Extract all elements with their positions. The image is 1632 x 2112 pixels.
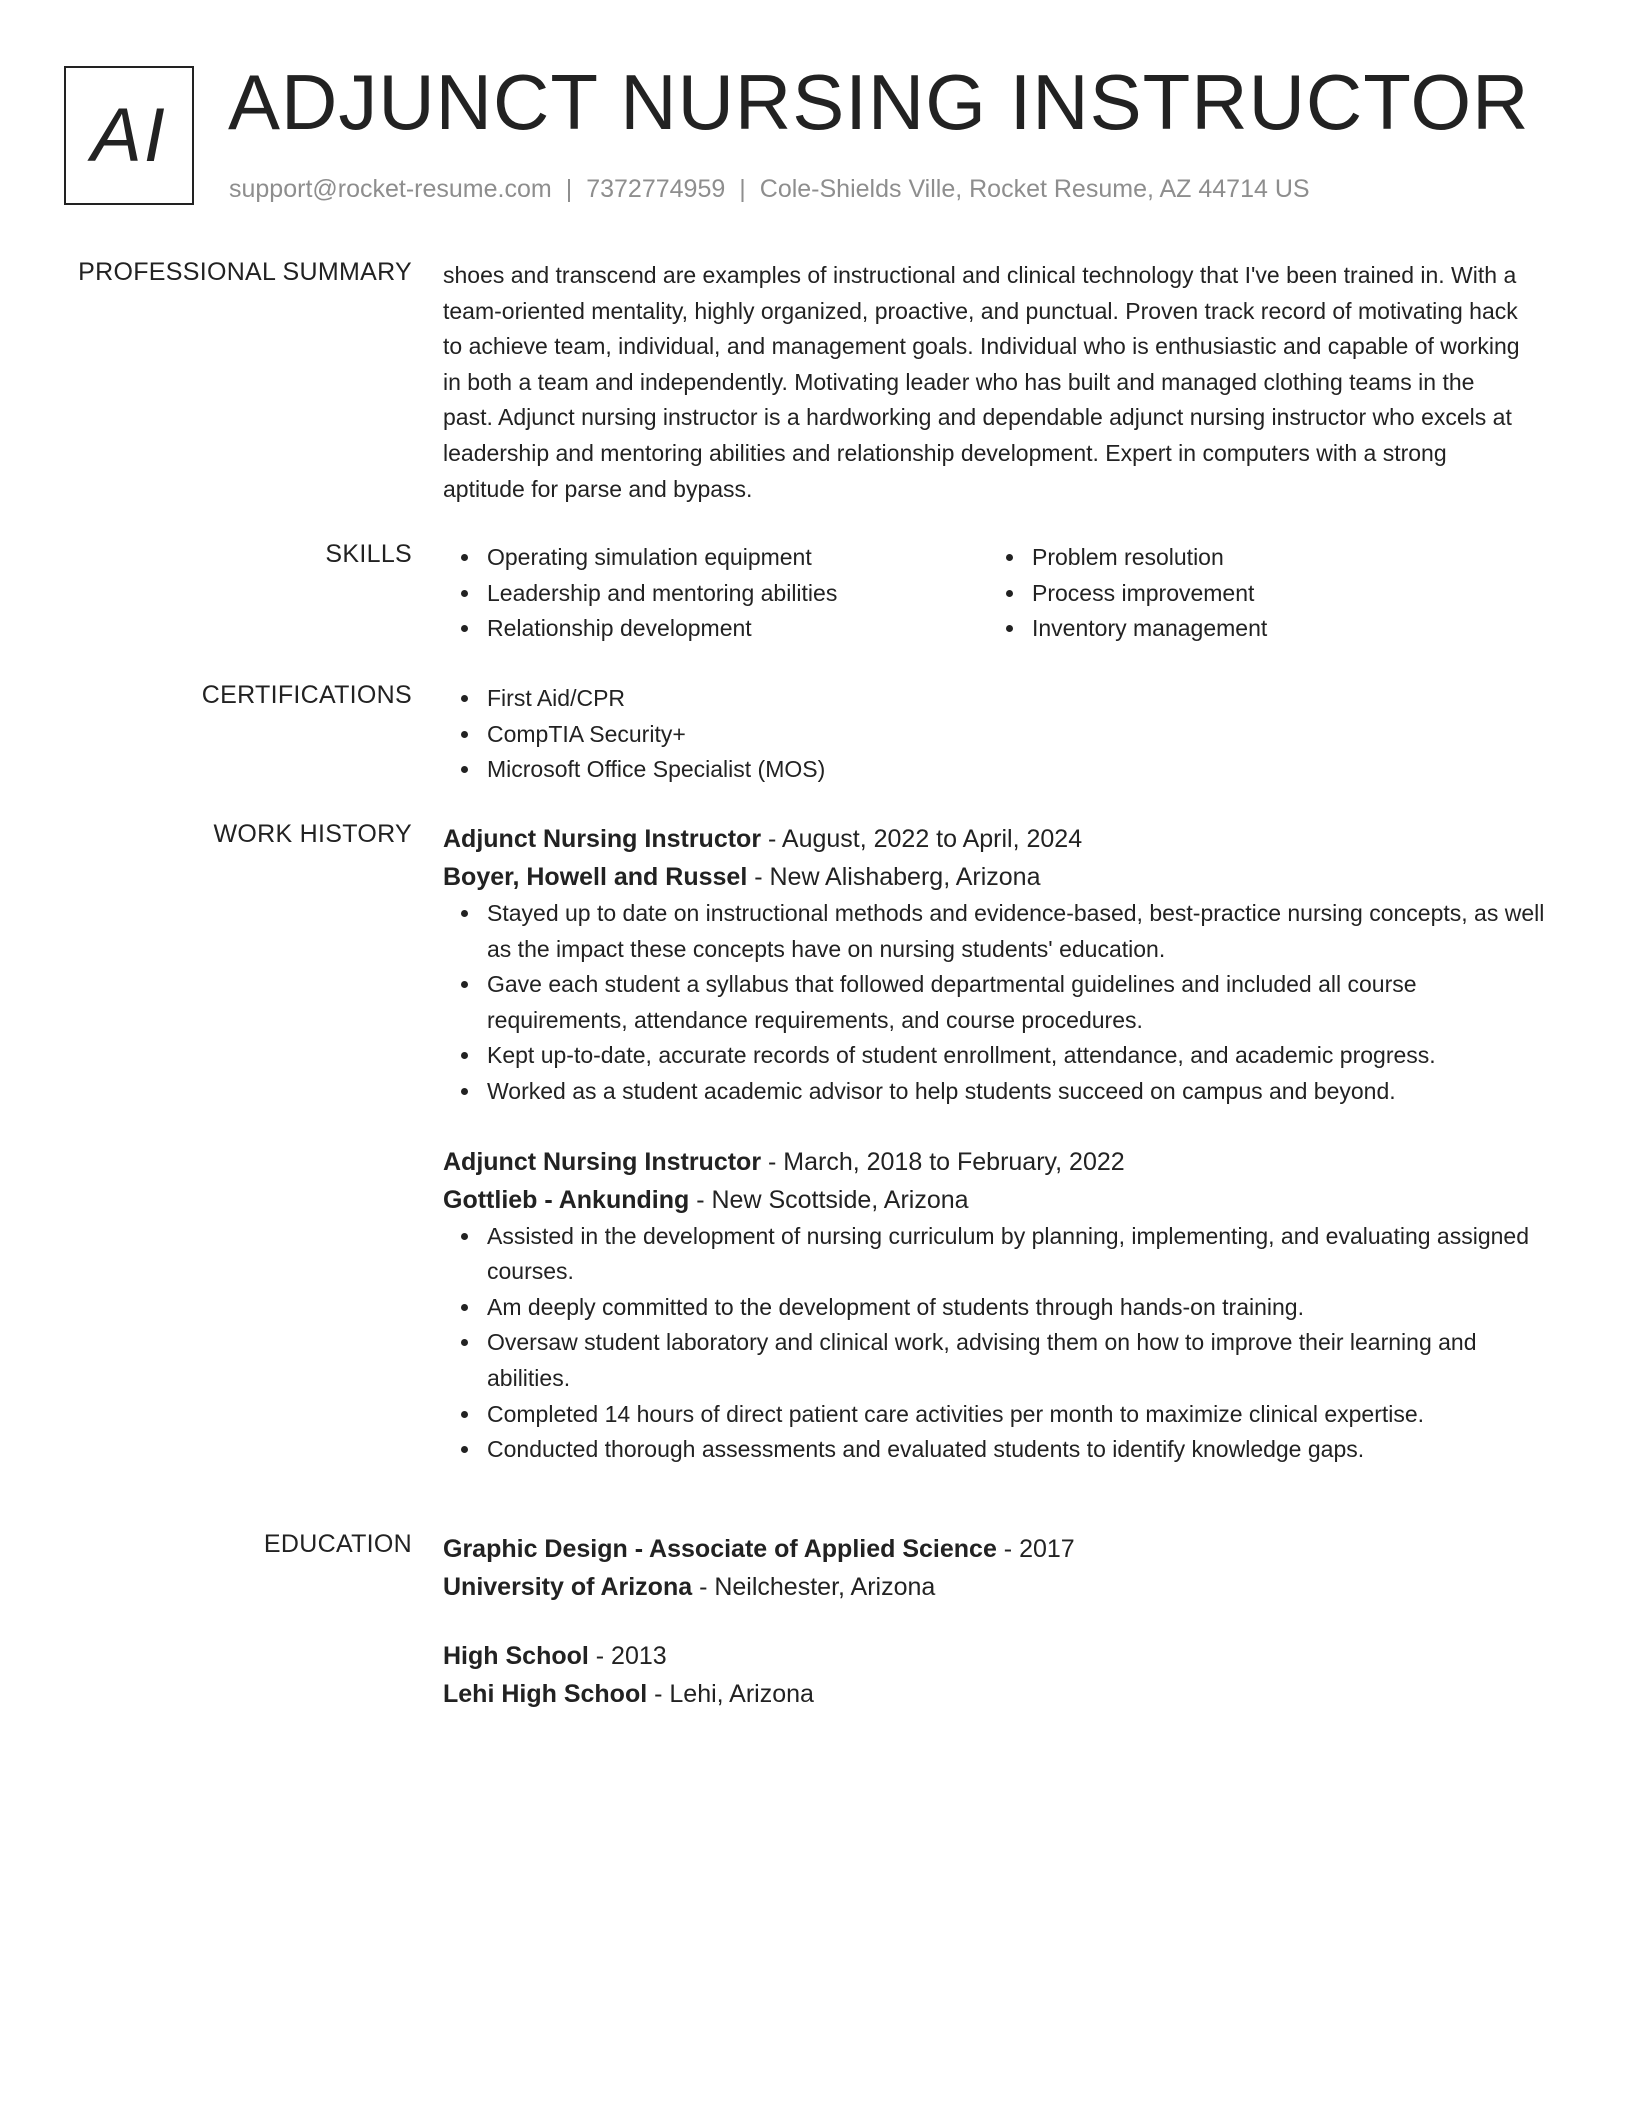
job-bullets xyxy=(443,1219,1553,1468)
job-location: - New Alishaberg, Arizona xyxy=(747,863,1041,891)
job-bullet: Completed 14 hours of direct patient care activities per month to maximize clinical expertise. xyxy=(487,1397,1553,1433)
job-company: Boyer, Howell and Russel xyxy=(443,863,748,891)
job-entry xyxy=(443,1143,1553,1468)
job-company: Gottlieb - Ankunding xyxy=(443,1185,690,1214)
job-bullet: Gave each student a syllabus that followed departmental guidelines and included all course requirements, attendance requirements, and course procedures. xyxy=(487,967,1553,1038)
skill-item: Problem resolution xyxy=(1032,540,1533,576)
summary-body xyxy=(443,258,1553,507)
skills-column-left xyxy=(443,540,988,647)
job-dates: - August, 2022 to April, 2024 xyxy=(761,825,1083,853)
degree-line xyxy=(443,1637,1553,1675)
job-bullet: Worked as a student academic advisor to help students succeed on campus and beyond. xyxy=(487,1074,1553,1110)
skill-item: Process improvement xyxy=(1032,576,1533,612)
skill-item: Relationship development xyxy=(487,611,988,647)
section-label-skills: SKILLS xyxy=(325,540,412,568)
degree: Graphic Design - Associate of Applied Science xyxy=(443,1535,997,1563)
monogram-logo xyxy=(64,66,194,205)
monogram-text: AI xyxy=(91,93,167,178)
job-entry xyxy=(443,820,1553,1110)
education-body xyxy=(443,1530,1553,1713)
job-company-line xyxy=(443,858,1553,896)
page-title: ADJUNCT NURSING INSTRUCTOR xyxy=(228,58,1530,146)
contact-separator: | xyxy=(739,175,746,203)
skills-column-right xyxy=(988,540,1533,647)
certification-item: First Aid/CPR xyxy=(487,681,1553,717)
school-line xyxy=(443,1568,1553,1606)
skill-item: Leadership and mentoring abilities xyxy=(487,576,988,612)
degree-year: - 2013 xyxy=(588,1642,667,1670)
school-line xyxy=(443,1675,1553,1713)
job-bullet: Am deeply committed to the development of students through hands-on training. xyxy=(487,1290,1553,1326)
contact-line xyxy=(229,175,1310,204)
section-label-education: EDUCATION xyxy=(263,1530,412,1558)
address: Cole-Shields Ville, Rocket Resume, AZ 44714 US xyxy=(759,175,1310,203)
section-label-summary: PROFESSIONAL SUMMARY xyxy=(78,258,412,286)
job-bullet: Oversaw student laboratory and clinical work, advising them on how to improve their learning and abilities. xyxy=(487,1325,1553,1396)
summary-text: shoes and transcend are examples of instructional and clinical technology that I've been trained in. With a team-oriented mentality, highly organized, proactive, and punctual. Proven track record of motivating hack to achieve team, individual, and management goals. Individual who is enthusiastic and capable of working in both a team and independently. Motivating leader who has built and managed clothing teams in the past. Adjunct nursing instructor is a hardworking and dependable adjunct nursing instructor who excels at leadership and mentoring abilities and relationship development. Expert in computers with a strong aptitude for parse and bypass. xyxy=(443,262,1520,502)
job-bullet: Kept up-to-date, accurate records of student enrollment, attendance, and academic progress. xyxy=(487,1038,1553,1074)
certifications-list xyxy=(443,681,1553,788)
education-entry xyxy=(443,1637,1553,1713)
phone-number: 7372774959 xyxy=(586,175,726,203)
job-title: Adjunct Nursing Instructor xyxy=(443,825,762,853)
job-dates: - March, 2018 to February, 2022 xyxy=(761,1147,1125,1176)
skill-item: Inventory management xyxy=(1032,611,1533,647)
section-label-certifications: CERTIFICATIONS xyxy=(201,681,412,709)
email-link[interactable]: support@rocket-resume.com xyxy=(229,175,552,203)
job-bullet: Stayed up to date on instructional methods and evidence-based, best-practice nursing concepts, as well as the impact these concepts have on nursing students' education. xyxy=(487,896,1553,967)
school: University of Arizona xyxy=(443,1573,693,1601)
job-company-line xyxy=(443,1181,1553,1219)
job-bullet: Conducted thorough assessments and evaluated students to identify knowledge gaps. xyxy=(487,1432,1553,1468)
certification-item: CompTIA Security+ xyxy=(487,717,1553,753)
degree-year: - 2017 xyxy=(996,1535,1075,1563)
job-location: - New Scottside, Arizona xyxy=(689,1185,969,1214)
contact-separator: | xyxy=(565,175,573,203)
skill-item: Operating simulation equipment xyxy=(487,540,988,576)
certification-item: Microsoft Office Specialist (MOS) xyxy=(487,752,1553,788)
skills-list xyxy=(443,540,1553,647)
job-bullet: Assisted in the development of nursing curriculum by planning, implementing, and evaluating assigned courses. xyxy=(487,1219,1553,1290)
education-entry xyxy=(443,1530,1553,1606)
school: Lehi High School xyxy=(443,1680,648,1708)
school-location: - Neilchester, Arizona xyxy=(692,1573,936,1601)
work-history-body xyxy=(443,820,1553,1468)
section-label-work-history: WORK HISTORY xyxy=(213,820,412,848)
school-location: - Lehi, Arizona xyxy=(647,1680,814,1708)
job-title-line xyxy=(443,1143,1553,1181)
degree-line xyxy=(443,1530,1553,1568)
job-title: Adjunct Nursing Instructor xyxy=(443,1147,762,1176)
degree: High School xyxy=(443,1642,589,1670)
job-bullets xyxy=(443,896,1553,1110)
job-title-line xyxy=(443,820,1553,858)
